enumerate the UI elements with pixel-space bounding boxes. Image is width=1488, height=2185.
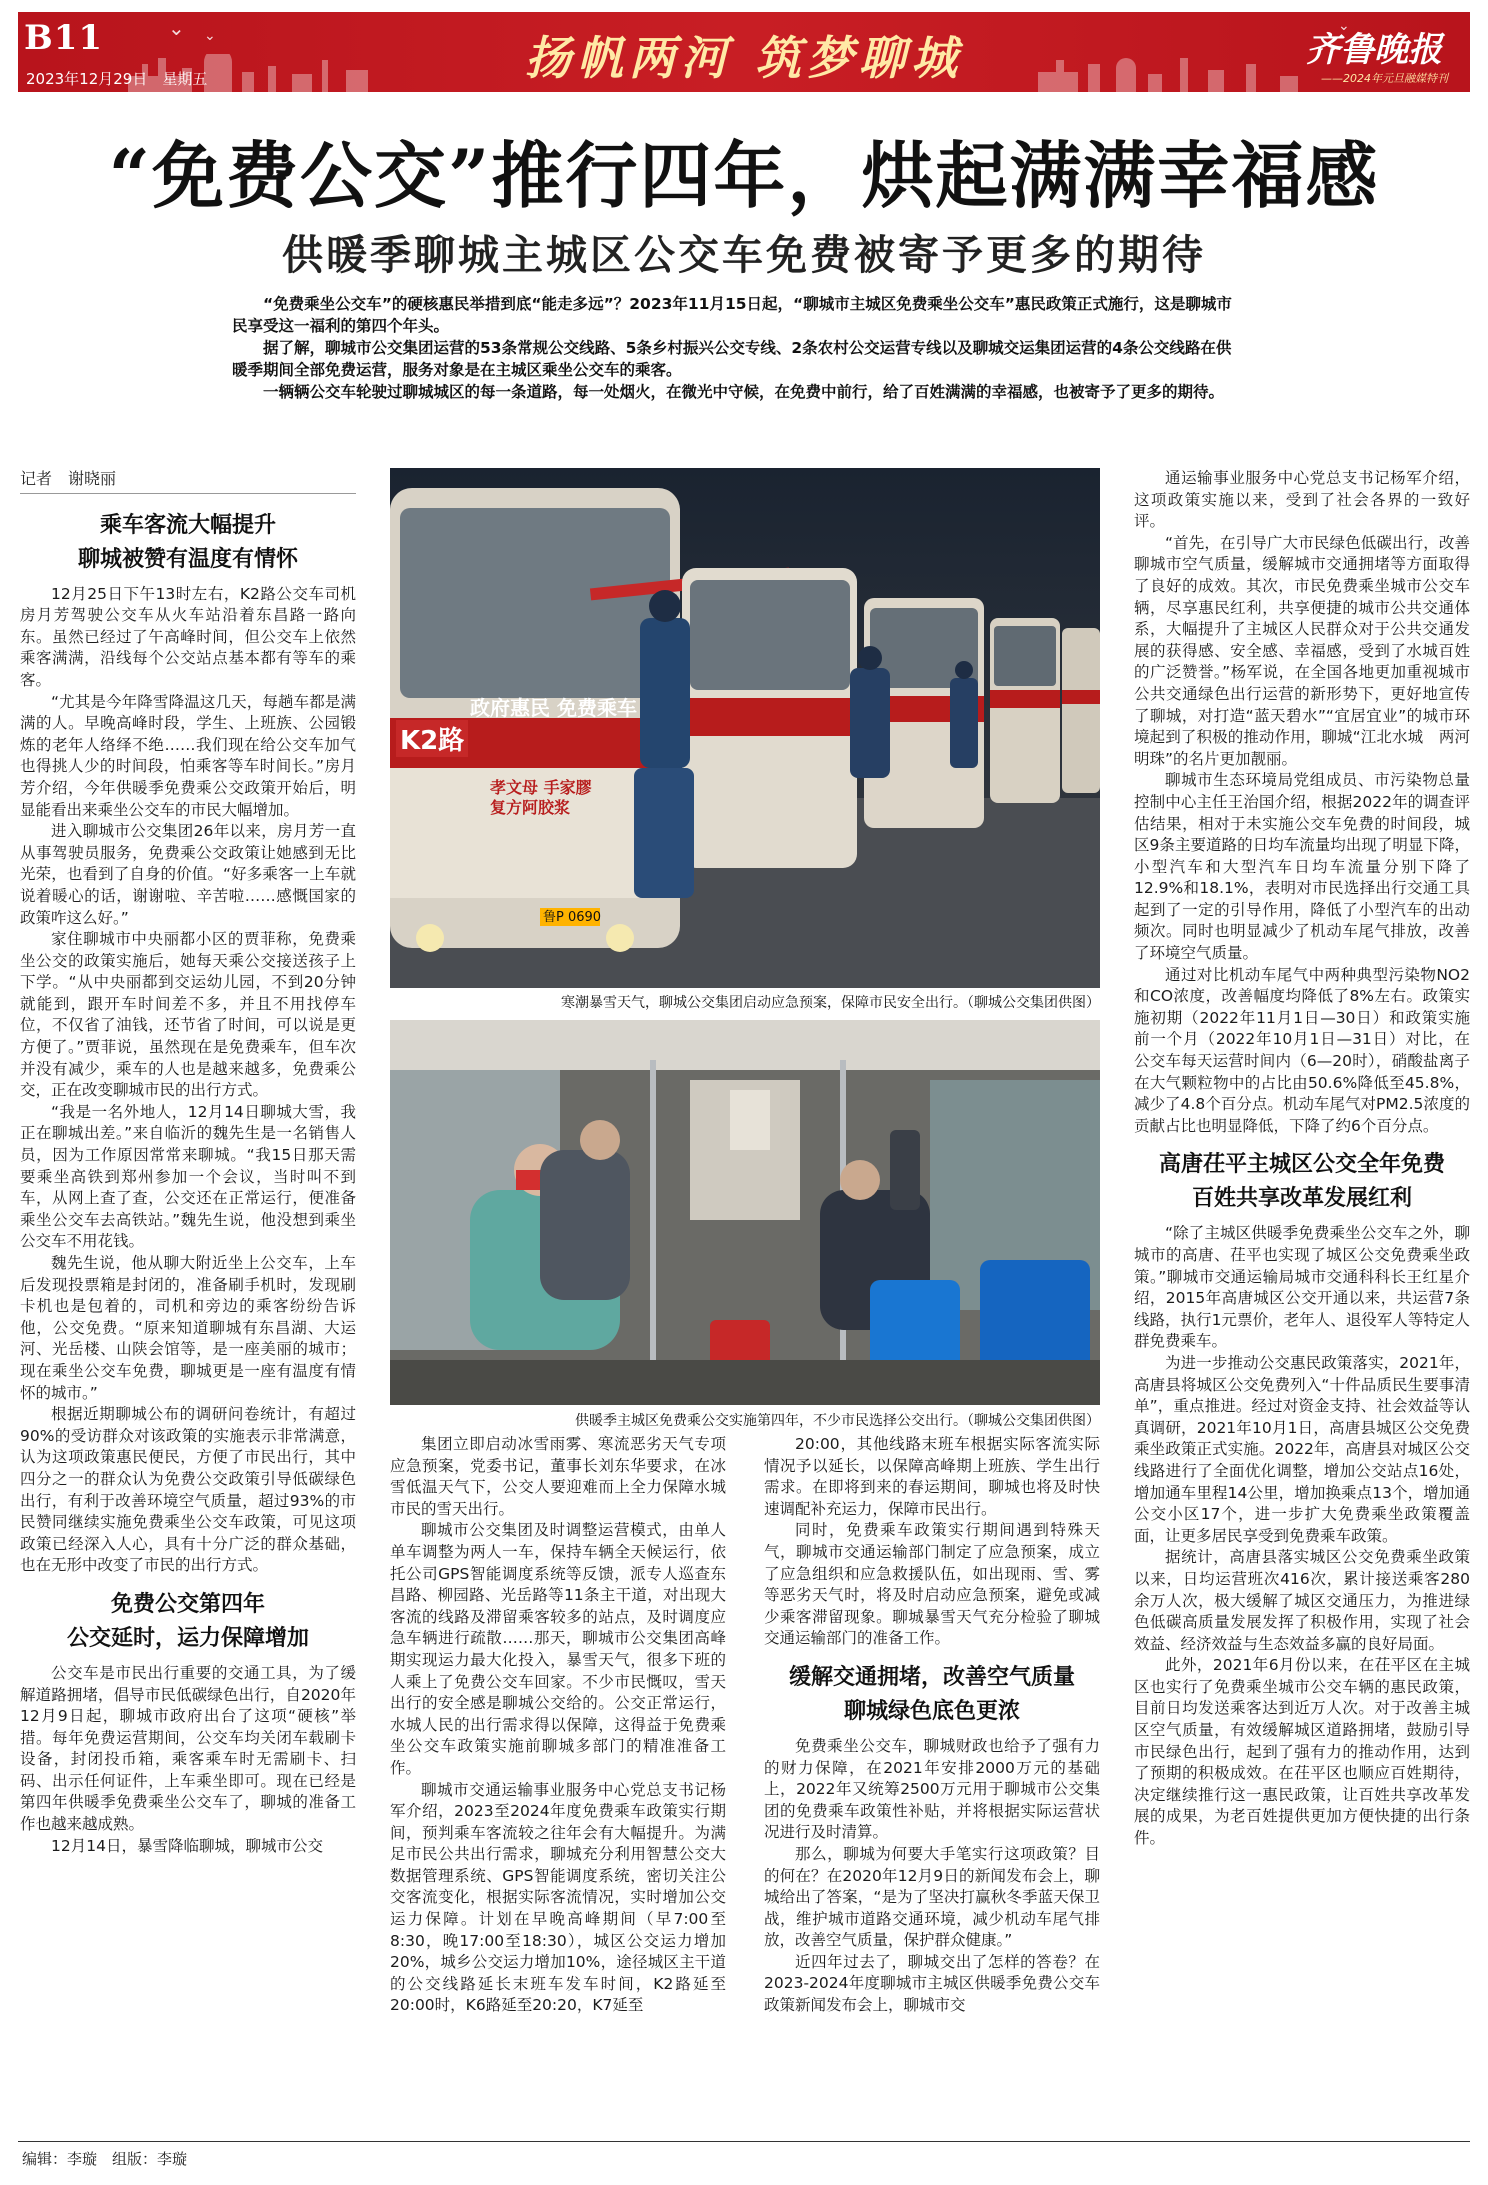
bus-interior-illustration bbox=[390, 1020, 1100, 1405]
body-paragraph: “除了主城区供暖季免费乘坐公交车之外，聊城市的高唐、茌平也实现了城区公交免费乘坐政策。”聊城市交通运输局城市交通科科长王红星介绍，2015年高唐城区公交开通以来，共运营7条线路，执行1元票价，老年人、退役军人等特定人群免费乘车。 bbox=[1134, 1224, 1470, 1351]
photo-caption: 供暖季主城区免费乘公交实施第四年，不少市民选择公交出行。（聊城公交集团供图） bbox=[575, 1413, 1100, 1429]
section-title: 乘车客流大幅提升 聊城被赞有温度有情怀 bbox=[77, 511, 298, 572]
bus-route-sign: K2路 bbox=[396, 720, 468, 757]
newspaper-logo: 齐鲁晚报 bbox=[1306, 30, 1442, 70]
page-number: B11 bbox=[24, 18, 104, 58]
lead-paragraph: 据了解，聊城市公交集团运营的53条常规公交线路、5条乡村振兴公交专线、2条农村公交运营专线以及聊城交运集团运营的4条公交线路在供暖季期间全部免费运营，服务对象是在主城区乘坐公交车的乘客。 bbox=[232, 339, 1232, 379]
photo-bus-interior bbox=[390, 1020, 1100, 1405]
section-title: 高唐茌平主城区公交全年免费 百姓共享改革发展红利 bbox=[1158, 1151, 1445, 1212]
body-paragraph: 那么，聊城为何要大手笔实行这项政策？目的何在？在2020年12月9日的新闻发布会上，聊城给出了答案，“是为了坚决打赢秋冬季蓝天保卫战，维护城市道路交通环境，减少机动车尾气排放，改善空气质量，保护群众健康。” bbox=[764, 1844, 1100, 1950]
body-paragraph: 免费乘坐公交车，聊城财政也给予了强有力的财力保障，在2021年安排2000万元的基础上，2022年又统筹2500万元用于聊城市公交集团的免费乘车政策性补贴，并将根据实际运营状况进行及时清算。 bbox=[764, 1736, 1100, 1842]
body-paragraph: 家住聊城市中央丽都小区的贾菲称，免费乘坐公交的政策实施后，她每天乘公交接送孩子上下学。“从中央丽都到交运幼儿园，不到20分钟就能到，跟开车时间差不多，并且不用找停车位，不仅省了油钱，还节省了时间，可以说是更方便了。”贾菲说，虽然现在是免费乘车，但车次并没有减少，乘车的人也是越来越多，免费乘公交，正在改变聊城市民的出行方式。 bbox=[20, 930, 356, 1100]
lead-paragraph: 一辆辆公交车轮驶过聊城城区的每一条道路，每一处烟火，在微光中守候，在免费中前行，给了百姓满满的幸福感，也被寄予了更多的期待。 bbox=[263, 383, 1225, 401]
banner-slogan: 扬帆两河 筑梦聊城 bbox=[524, 31, 963, 85]
body-paragraph: 20:00，其他线路末班车根据实际客流实际情况予以延长，以保障高峰期上班族、学生出行需求。在即将到来的春运期间，聊城也将及时快速调配补充运力，保障市民出行。 bbox=[764, 1435, 1100, 1518]
article-subheadline: 供暖季聊城主城区公交车免费被寄予更多的期待 bbox=[282, 231, 1206, 279]
body-paragraph: 公交车是市民出行重要的交通工具，为了缓解道路拥堵，倡导市民低碳绿色出行，自2020年12月9日起，聊城市政府出台了这项“硬核”举措。每年免费运营期间，公交车均关闭车载刷卡设备，封闭投币箱，乘客乘车时无需刷卡、扫码、出示任何证件，上车乘坐即可。现在已经是第四年供暖季免费乘坐公交车了，聊城的准备工作也越来越成熟。 bbox=[20, 1663, 356, 1834]
body-paragraph: 据统计，高唐县落实城区公交免费乘坐政策以来，日均运营班次416次，累计接送乘客280余万人次，极大缓解了城区交通压力，为推进绿色低碳高质量发展发挥了积极作用，实现了社会效益、经济效益与生态效益多赢的良好局面。 bbox=[1134, 1548, 1470, 1653]
section-title: 免费公交第四年 公交延时，运力保障增加 bbox=[66, 1590, 309, 1651]
footer-divider bbox=[18, 2141, 1470, 2142]
article-lead bbox=[232, 293, 1242, 403]
body-paragraph: 近四年过去了，聊城交出了怎样的答卷？在2023-2024年度聊城市主城区供暖季免费公交车政策新闻发布会上，聊城市交 bbox=[764, 1952, 1100, 2015]
body-paragraph: 聊城市公交集团及时调整运营模式，由单人单车调整为两人一车，保持车辆全天候运行，依托公司GPS智能调度系统等反馈，派专人巡查东昌路、柳园路、光岳路等11条主干道，对出现大客流的线路及滞留乘客较多的站点，及时调度应急车辆进行疏散……那天，聊城市公交集团高峰期实现运力最大化投入，暴雪天气，很多下班的人乘上了免费公交车回家。不少市民慨叹，雪天出行的安全感是聊城公交给的。公交正常运行，水城人民的出行需求得以保障，这得益于免费乘坐公交车政策实施前聊城多部门的精准准备工作。 bbox=[390, 1521, 726, 1777]
bus-depot-illustration bbox=[390, 468, 1100, 988]
masthead-banner bbox=[18, 12, 1470, 92]
photo-buses-night bbox=[390, 468, 1100, 988]
body-paragraph: 魏先生说，他从聊大附近坐上公交车，上车后发现投票箱是封闭的，准备刷手机时，发现刷卡机也是包着的，司机和旁边的乘客纷纷告诉他，公交免费。“原来知道聊城有东昌湖、大运河、光岳楼、山陕会馆等，是一座美丽的城市；现在乘坐公交车免费，聊城更是一座有温度有情怀的城市。” bbox=[20, 1254, 356, 1402]
section-title: 缓解交通拥堵，改善空气质量 聊城绿色底色更浓 bbox=[788, 1663, 1075, 1724]
body-paragraph: 为进一步推动公交惠民政策落实，2021年，高唐县将城区公交免费列入“十件品质民生要事清单”，重点推进。经过对资金支持、社会效益等认真调研，2021年10月1日，高唐县城区公交免费乘坐政策正式实施。2022年，高唐县对城区公交线路进行了全面优化调整，增加公交站点16处，增加通车里程14公里，增加换乘点13个，增加通公交小区17个，进一步扩大免费乘坐政策覆盖面，让更多居民享受到免费乘车政策。 bbox=[1134, 1353, 1470, 1545]
body-paragraph: “尤其是今年降雪降温这几天，每趟车都是满满的人。早晚高峰时段，学生、上班族、公园锻炼的老年人络绎不绝……我们现在给公交车加气也得挑人少的时间段，怕乘客等车时间长。”房月芳介绍，今年供暖季免费乘公交政策开始后，明显能看出来乘坐公交车的市民大幅增加。 bbox=[20, 692, 356, 819]
column-4 bbox=[1134, 468, 1470, 1850]
bird-icon: ⌄ bbox=[1338, 18, 1350, 34]
body-paragraph: 进入聊城市公交集团26年以来，房月芳一直从事驾驶员服务，免费乘公交政策让她感到无比光荣，也看到了自身的价值。“好多乘客一上车就说着暖心的话，谢谢啦、辛苦啦……感慨国家的政策咋这么好。” bbox=[20, 822, 356, 927]
body-paragraph: 此外，2021年6月份以来，在茌平区在主城区也实行了免费乘坐城市公交车辆的惠民政策，目前日均发送乘客达到近万人次。对于改善主城区空气质量，有效缓解城区道路拥堵，鼓励引导市民绿色出行，起到了强有力的推动作用，达到了预期的积极成效。在茌平区也顺应百姓期待，决定继续推行这一惠民政策，让百姓共享改革发展的成果，为老百姓提供更加方便快捷的出行条件。 bbox=[1134, 1656, 1470, 1848]
lead-paragraph: “免费乘坐公交车”的硬核惠民举措到底“能走多远”？2023年11月15日起，“聊城市主城区免费乘坐公交车”惠民政策正式施行，这是聊城市民享受这一福利的第四个年头。 bbox=[232, 295, 1232, 335]
photo-caption: 寒潮暴雪天气，聊城公交集团启动应急预案，保障市民安全出行。（聊城公交集团供图） bbox=[561, 995, 1100, 1011]
column-2 bbox=[390, 1434, 726, 2017]
reporter-byline: 记者 谢晓丽 bbox=[20, 468, 356, 494]
bus-ad-text: 孝文母 手家膠 复方阿胶浆 bbox=[490, 778, 592, 817]
column-3 bbox=[764, 1434, 1100, 2017]
body-paragraph: 集团立即启动冰雪雨雾、寒流恶劣天气专项应急预案，党委书记，董事长刘东华要求，在冰雪低温天气下，公交人要迎难而上全力保障水城市民的雪天出行。 bbox=[390, 1435, 726, 1518]
body-paragraph: 通过对比机动车尾气中两种典型污染物NO2和CO浓度，改善幅度均降低了8%左右。政策实施初期（2022年11月1日—30日）和政策实施前一个月（2022年10月1日—31日）对比，在公交车每天运营时间内（6—20时），硝酸盐离子在大气颗粒物中的占比由50.6%降低至45.8%，减少了4.8个百分点。机动车尾气对PM2.5浓度的贡献占比也明显降低，下降了约6个百分点。 bbox=[1134, 965, 1470, 1135]
special-issue-label: ——2024年元旦融媒特刊 bbox=[1321, 72, 1448, 85]
body-paragraph: 12月14日，暴雪降临聊城，聊城市公交 bbox=[51, 1836, 323, 1855]
body-paragraph: 12月25日下午13时左右，K2路公交车司机房月芳驾驶公交车从火车站沿着东昌路一路向东。虽然已经过了午高峰时间，但公交车上依然乘客满满，沿线每个公交站点基本都有等车的乘客。 bbox=[20, 584, 356, 689]
bird-icon: ⌄ bbox=[204, 28, 216, 44]
body-paragraph: “我是一名外地人，12月14日聊城大雪，我正在聊城出差。”来自临沂的魏先生是一名销售人员，因为工作原因常常来聊城。“我15日那天需要乘坐高铁到郑州参加一个会议，当时叫不到车，从网上查了查，公交还在正常运行，便准备乘坐公交车去高铁站。”魏先生说，他没想到乘坐公交车不用花钱。 bbox=[20, 1102, 356, 1251]
license-plate: 鲁P 0690 bbox=[542, 910, 602, 925]
issue-date: 2023年12月29日 星期五 bbox=[26, 70, 208, 88]
article-headline: “免费公交”推行四年，烘起满满幸福感 bbox=[108, 133, 1380, 218]
body-paragraph: 根据近期聊城公布的调研问卷统计，有超过90%的受访群众对该政策的实施表示非常满意，认为这项政策惠民便民，方便了市民出行，其中四分之一的群众认为免费公交政策引导低碳绿色出行，有利于改善环境空气质量，超过93%的市民赞同继续实施免费乘坐公交车政策，可见这项政策已经深入人心，具有十分广泛的群众基础，也在无形中改变了市民的出行方式。 bbox=[20, 1405, 356, 1575]
bus-banner-text: 政府惠民 免费乘车 bbox=[470, 696, 637, 720]
body-paragraph: “首先，在引导广大市民绿色低碳出行，改善聊城市空气质量，缓解城市交通拥堵等方面取得了良好的成效。其次，市民免费乘坐城市公交车辆，尽享惠民红利，共享便捷的城市公共交通体系，大幅提升了主城区人民群众对于公共交通发展的获得感、安全感、幸福感，受到了水城百姓的广泛赞誉。”杨军说，在全国各地更加重视城市公共交通绿色出行运营的新形势下，更好地宣传了聊城，对打造“蓝天碧水”“宜居宜业”的城市环境起到了积极的推动作用，聊城“江北水城 两河明珠”的名片更加靓丽。 bbox=[1134, 533, 1470, 768]
body-paragraph: 聊城市交通运输事业服务中心党总支书记杨军介绍，2023至2024年度免费乘车政策实行期间，预判乘车客流较之往年会有大幅提升。为满足市民公共出行需求，聊城充分利用智慧公交大数据管理系统、GPS智能调度系统，密切关注公交客流变化，根据实际客流情况，实时增加公交运力保障。计划在早晚高峰期间（早7:00至8:30，晚17:00至18:30），城区公交运力增加20%，城乡公交运力增加10%，途径城区主干道的公交线路延长末班车发车时间，K2路延至20:00时，K6路延至20:20，K7延至 bbox=[390, 1780, 726, 2015]
bird-icon: ⌄ bbox=[168, 16, 185, 40]
body-paragraph: 聊城市生态环境局党组成员、市污染物总量控制中心主任王治国介绍，根据2022年的调查评估结果，相对于未实施公交车免费的时间段，城区9条主要道路的日均车流量均出现了明显下降，小型汽车和大型汽车日均车流量分别下降了12.9%和18.1%，表明对市民选择出行交通工具起到了一定的引导作用，降低了小型汽车的出动频次。同时也明显减少了机动车尾气排放，改善了环境空气质量。 bbox=[1134, 771, 1470, 963]
body-paragraph: 同时，免费乘车政策实行期间遇到特殊天气，聊城市交通运输部门制定了应急预案，成立了应急组织和应急救援队伍，如出现雨、雪、雾等恶劣天气时，将及时启动应急预案，避免或减少乘客滞留现象。聊城暴雪天气充分检验了聊城交通运输部门的准备工作。 bbox=[764, 1521, 1100, 1648]
editor-credit: 编辑：李璇 组版：李璇 bbox=[22, 2150, 188, 2168]
body-paragraph: 通运输事业服务中心党总支书记杨军介绍，这项政策实施以来，受到了社会各界的一致好评。 bbox=[1134, 469, 1470, 531]
column-1 bbox=[20, 468, 356, 1857]
